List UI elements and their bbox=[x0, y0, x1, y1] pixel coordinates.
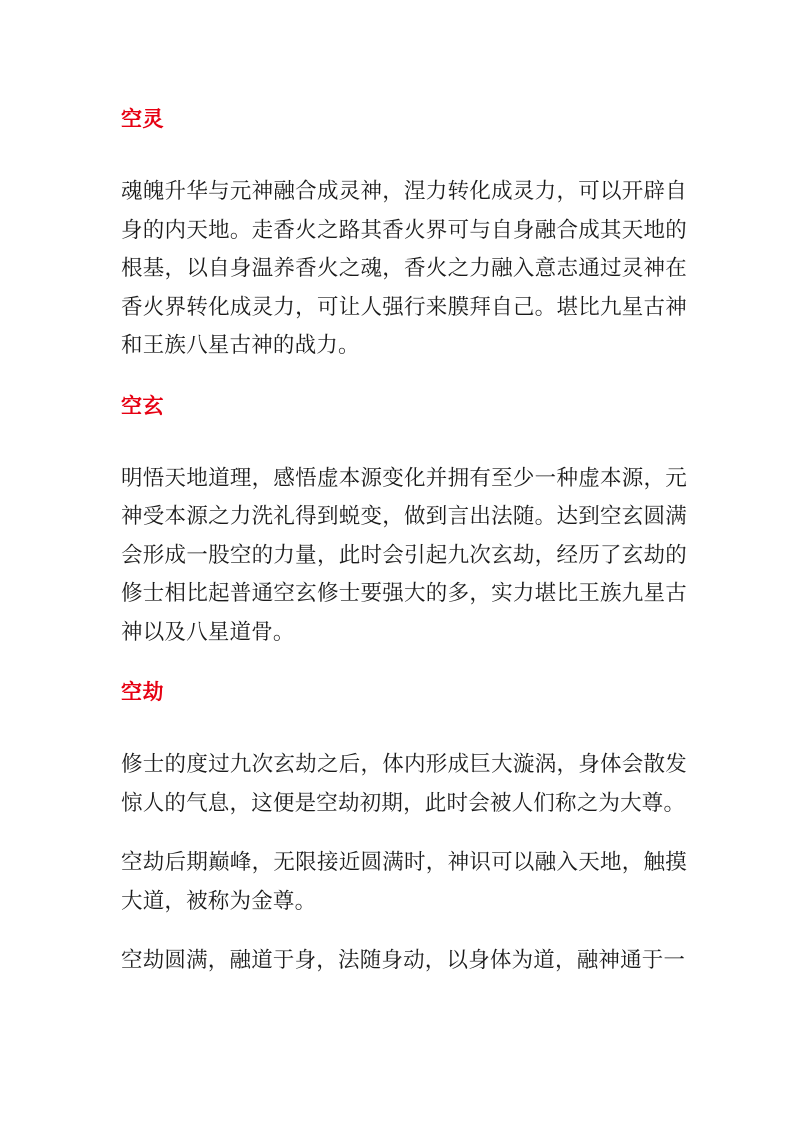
paragraph: 明悟天地道理，感悟虚本源变化并拥有至少一种虚本源，元神受本源之力洗礼得到蜕变，做到言出法随。达到空玄圆满会形成一股空的力量，此时会引起九次玄劫，经历了玄劫的修士相比起普通空玄修士要强大的多，实力堪比王族九星古神以及八星道骨。 bbox=[121, 465, 687, 645]
section-heading: 空劫 bbox=[121, 680, 164, 704]
paragraph: 空劫圆满，融道于身，法随身动，以身体为道，融神通于一 bbox=[121, 948, 686, 973]
section-heading: 空灵 bbox=[121, 107, 164, 131]
paragraph: 空劫后期巅峰，无限接近圆满时，神识可以融入天地，触摸大道，被称为金尊。 bbox=[121, 850, 687, 914]
section-kongjie bbox=[121, 673, 687, 981]
section-heading: 空玄 bbox=[121, 393, 164, 418]
section-kongling bbox=[121, 100, 687, 387]
paragraph: 修士的度过九次玄劫之后，体内形成巨大漩涡，身体会散发惊人的气息，这便是空劫初期，此时会被人们称之为大尊。 bbox=[121, 752, 687, 816]
document-page bbox=[121, 100, 687, 981]
paragraph: 魂魄升华与元神融合成灵神，涅力转化成灵力，可以开辟自身的内天地。走香火之路其香火界可与自身融合成其天地的根基，以自身温养香火之魂，香火之力融入意志通过灵神在香火界转化成灵力，可让人强行来膜拜自己。堪比九星古神和王族八星古神的战力。 bbox=[121, 179, 687, 358]
section-kongxuan bbox=[121, 387, 687, 674]
